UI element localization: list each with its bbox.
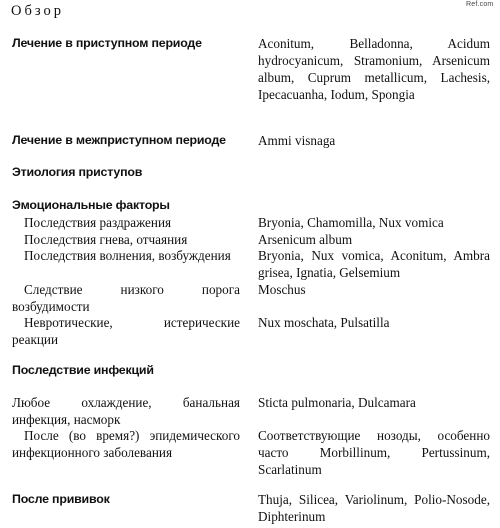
label-emotional: Эмоциональные факторы bbox=[12, 198, 170, 212]
label-interval-treatment: Лечение в межприступном периоде bbox=[12, 133, 226, 147]
label-cold: Любое охлаждение, банальная инфекция, насморк bbox=[12, 395, 240, 427]
label-epidemic: После (во время?) эпидемического инфекционного заболевания bbox=[12, 428, 240, 460]
label-threshold: Следствие низкого порога возбудимости bbox=[12, 282, 240, 314]
label-irritation: Последствия раздражения bbox=[24, 215, 172, 230]
label-infection: Последствие инфекций bbox=[12, 363, 154, 377]
remedies-threshold: Moschus bbox=[258, 282, 306, 297]
label-neurotic: Невротические, истерические реакции bbox=[12, 315, 240, 347]
label-excitement: Последствия волнения, возбуждения bbox=[24, 248, 231, 263]
remedies-cold: Sticta pulmonaria, Dulcamara bbox=[258, 395, 416, 410]
page-title: Обзор bbox=[11, 3, 64, 19]
remedies-neurotic: Nux moschata, Pulsatilla bbox=[258, 315, 390, 330]
label-vaccination: После прививок bbox=[12, 492, 110, 506]
remedies-epidemic: Соответствующие нозоды, особенно часто Morbillinum, Pertussinum, Scarlatinum bbox=[258, 428, 490, 477]
watermark: Ref.com bbox=[466, 1, 494, 8]
label-etiology: Этиология приступов bbox=[12, 165, 143, 179]
label-anger: Последствия гнева, отчаяния bbox=[24, 232, 188, 247]
remedies-interval-treatment: Ammi visnaga bbox=[258, 133, 336, 148]
remedies-attack-treatment: Aconitum, Belladonna, Acidum hydrocyanicum, Stramonium, Arsenicum album, Cuprum metallicum, Lachesis, Ipecacuanha, Iodum, Spongia bbox=[258, 36, 490, 102]
remedies-vaccination: Thuja, Silicea, Variolinum, Polio-Nosode, Diphterinum bbox=[258, 492, 490, 524]
remedies-anger: Arsenicum album bbox=[258, 232, 353, 247]
remedies-irritation: Bryonia, Chamomilla, Nux vomica bbox=[258, 215, 444, 230]
remedies-excitement: Bryonia, Nux vomica, Aconitum, Ambra grisea, Ignatia, Gelsemium bbox=[258, 248, 490, 280]
label-attack-treatment: Лечение в приступном периоде bbox=[12, 36, 202, 50]
